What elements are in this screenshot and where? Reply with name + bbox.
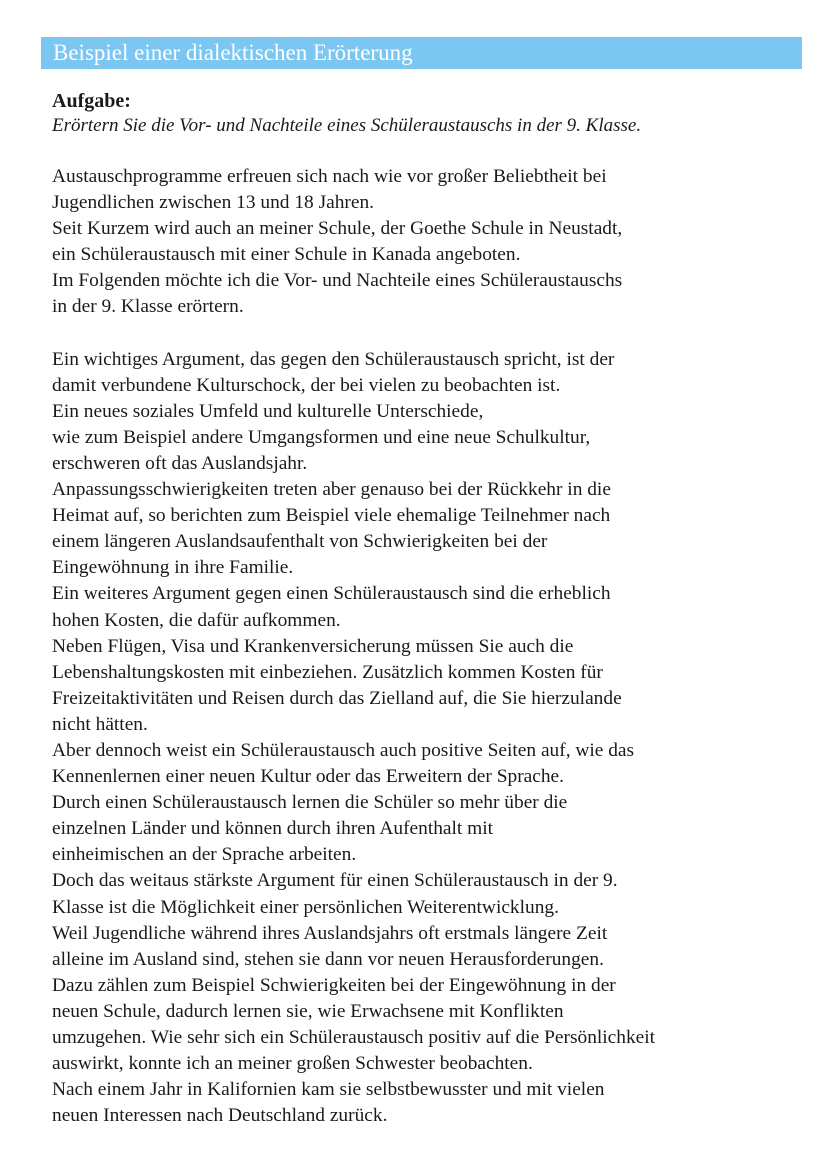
text-line: Eingewöhnung in ihre Familie. <box>52 557 294 579</box>
text-line: Anpassungsschwierigkeiten treten aber genauso bei der Rückkehr in die <box>52 479 611 501</box>
text-line: Lebenshaltungskosten mit einbeziehen. Zusätzlich kommen Kosten für <box>52 661 603 683</box>
text-line: Ein weiteres Argument gegen einen Schüleraustausch sind die erheblich <box>52 583 611 605</box>
intro-paragraph <box>52 164 797 321</box>
text-line: Jugendlichen zwischen 13 und 18 Jahren. <box>52 192 375 214</box>
text-line: Doch das weitaus stärkste Argument für einen Schüleraustausch in der 9. <box>52 870 618 892</box>
text-line: Austauschprogramme erfreuen sich nach wie vor großer Beliebtheit bei <box>52 166 607 187</box>
text-line: Ein wichtiges Argument, das gegen den Schüleraustausch spricht, ist der <box>52 348 615 370</box>
body-paragraph <box>52 347 797 1130</box>
text-line: Aber dennoch weist ein Schüleraustausch auch positive Seiten auf, wie das <box>52 739 635 761</box>
task-text: Erörtern Sie die Vor- und Nachteile eines Schüleraustauschs in der 9. Klasse. <box>52 115 642 136</box>
text-line: nicht hätten. <box>52 713 148 735</box>
text-line: erschweren oft das Auslandsjahr. <box>52 452 308 474</box>
text-line: wie zum Beispiel andere Umgangsformen und eine neue Schulkultur, <box>52 426 591 448</box>
spacer <box>52 321 797 347</box>
text-line: Ein neues soziales Umfeld und kulturelle Unterschiede, <box>52 400 484 422</box>
text-line: neuen Schule, dadurch lernen sie, wie Erwachsene mit Konflikten <box>52 1000 564 1022</box>
text-line: einem längeren Auslandsaufenthalt von Schwierigkeiten bei der <box>52 531 548 553</box>
text-line: Kennenlernen einer neuen Kultur oder das Erweitern der Sprache. <box>52 766 565 788</box>
document-body <box>52 88 797 1129</box>
text-line: Klasse ist die Möglichkeit einer persönlichen Weiterentwicklung. <box>52 896 559 918</box>
text-line: einheimischen an der Sprache arbeiten. <box>52 844 357 866</box>
text-line: ein Schüleraustausch mit einer Schule in Kanada angeboten. <box>52 244 521 266</box>
page-title: Beispiel einer dialektischen Erörterung <box>53 40 413 65</box>
text-line: Neben Flügen, Visa und Krankenversicherung müssen Sie auch die <box>52 635 574 657</box>
text-line: alleine im Ausland sind, stehen sie dann vor neuen Herausforderungen. <box>52 948 604 970</box>
text-line: damit verbundene Kulturschock, der bei vielen zu beobachten ist. <box>52 374 561 396</box>
task-heading: Aufgabe: <box>52 90 131 112</box>
title-bar <box>41 37 802 69</box>
text-line: in der 9. Klasse erörtern. <box>52 296 244 318</box>
text-line: Im Folgenden möchte ich die Vor- und Nachteile eines Schüleraustauschs <box>52 270 623 292</box>
text-line: Weil Jugendliche während ihres Auslandsjahrs oft erstmals längere Zeit <box>52 922 608 944</box>
text-line: Nach einem Jahr in Kalifornien kam sie selbstbewusster und mit vielen <box>52 1079 605 1101</box>
text-line: neuen Interessen nach Deutschland zurück. <box>52 1105 388 1127</box>
text-line: umzugehen. Wie sehr sich ein Schüleraustausch positiv auf die Persönlichkeit <box>52 1027 656 1048</box>
text-line: Dazu zählen zum Beispiel Schwierigkeiten bei der Eingewöhnung in der <box>52 974 616 996</box>
text-line: hohen Kosten, die dafür aufkommen. <box>52 609 341 631</box>
text-line: Durch einen Schüleraustausch lernen die Schüler so mehr über die <box>52 792 568 814</box>
text-line: Heimat auf, so berichten zum Beispiel viele ehemalige Teilnehmer nach <box>52 505 611 527</box>
spacer <box>52 138 797 164</box>
text-line: einzelnen Länder und können durch ihren Aufenthalt mit <box>52 818 493 840</box>
text-line: Freizeitaktivitäten und Reisen durch das Zielland auf, die Sie hierzulande <box>52 687 622 709</box>
text-line: auswirkt, konnte ich an meiner großen Schwester beobachten. <box>52 1053 533 1075</box>
text-line: Seit Kurzem wird auch an meiner Schule, der Goethe Schule in Neustadt, <box>52 218 623 240</box>
